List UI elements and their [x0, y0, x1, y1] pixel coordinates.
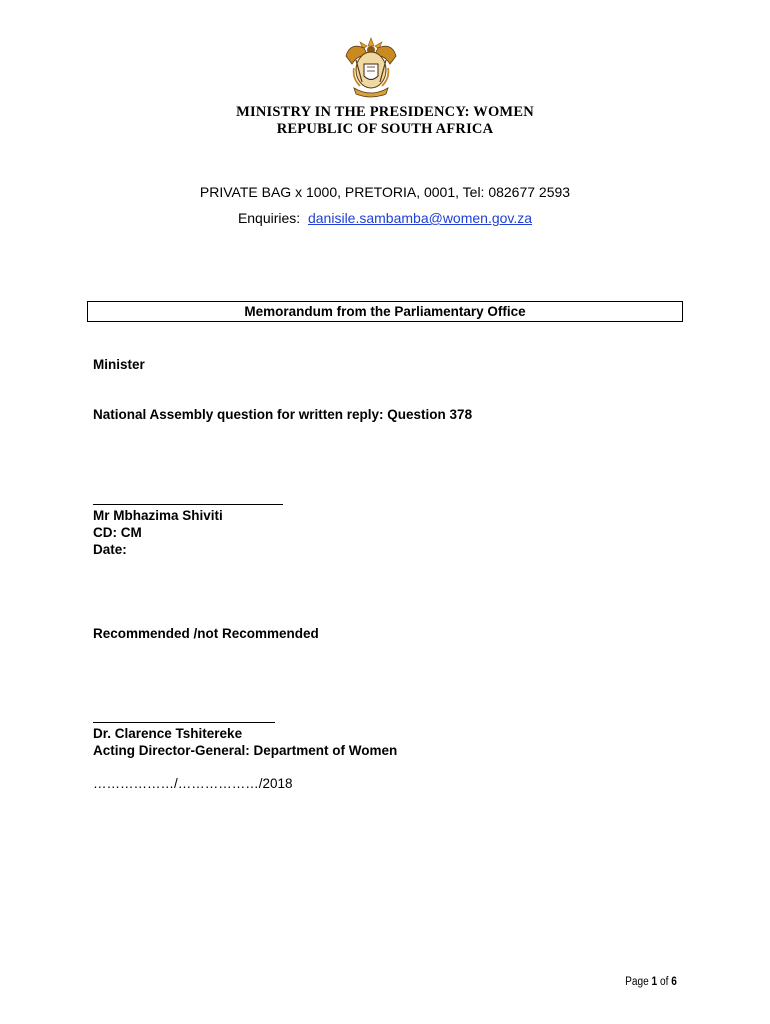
signatory-1-name: Mr Mbhazima Shiviti [93, 508, 223, 523]
enquiries-line [0, 210, 770, 227]
signatory-2-role: Acting Director-General: Department of Women [93, 743, 398, 758]
memo-subject: National Assembly question for written reply: Question 378 [93, 407, 473, 422]
current-page: 1 [651, 976, 658, 988]
enquiries-label: Enquiries: [237, 210, 301, 226]
postal-address: PRIVATE BAG x 1000, PRETORIA, 0001, Tel: 082677 2593 [199, 184, 571, 200]
coat-of-arms-icon [342, 34, 400, 98]
signature-line-1 [93, 504, 283, 505]
page-word: Page [625, 976, 649, 988]
memorandum-title: Memorandum from the Parliamentary Office [244, 304, 526, 319]
addressee: Minister [93, 357, 145, 372]
recommendation-text: Recommended /not Recommended [93, 626, 319, 641]
signatory-1-role: CD: CM [93, 525, 142, 540]
ministry-heading-line2: REPUBLIC OF SOUTH AFRICA [276, 121, 494, 137]
signatory-2-name: Dr. Clarence Tshitereke [93, 726, 243, 741]
page-number [625, 975, 677, 990]
ministry-heading [0, 104, 770, 138]
coat-of-arms-emblem [342, 34, 400, 98]
memorandum-title-box [87, 301, 683, 322]
signatory-2-date-placeholder: ………………/………………/2018 [93, 776, 293, 791]
ministry-heading-line1: MINISTRY IN THE PRESIDENCY: WOMEN [236, 104, 534, 120]
enquiries-email-link[interactable]: danisile.sambamba@women.gov.za [307, 210, 533, 226]
of-word: of [660, 976, 669, 988]
signature-line-2 [93, 722, 275, 723]
signatory-1-date-label: Date: [93, 542, 127, 557]
total-pages: 6 [671, 976, 677, 988]
